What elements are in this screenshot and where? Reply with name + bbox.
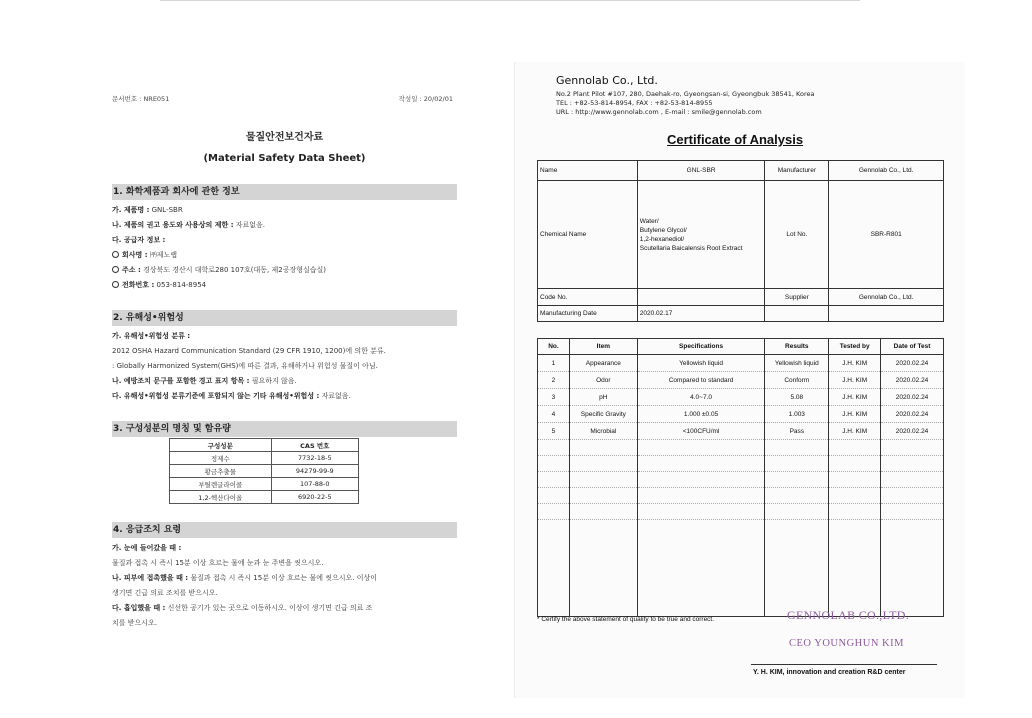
address-value: 경상북도 경산시 대학로280 107호(대동, 제2공장형실습실) (143, 266, 327, 274)
row-number: 2 (538, 372, 570, 389)
table-row (538, 406, 944, 423)
test-result: Pass (765, 423, 829, 440)
ceo-stamp: CEO YOUNGHUN KIM (789, 638, 904, 649)
name-label: Name (538, 161, 638, 181)
cas-number: 7732-18-5 (271, 452, 358, 465)
other-hazard-label: 다. 유해성•위험성 분류기준에 포함되지 않는 기타 유해성•위험성 : (112, 392, 320, 400)
product-name-value: GNL-SBR (151, 206, 183, 214)
specifications-column-header: Specifications (637, 339, 765, 355)
company-line (112, 251, 457, 259)
recommended-use-line (112, 221, 457, 229)
results-column-header: Results (765, 339, 829, 355)
test-item: pH (569, 389, 637, 406)
row-number: 4 (538, 406, 570, 423)
test-item: Microbial (569, 423, 637, 440)
section-4-heading: 4. 응급조치 요령 (112, 522, 457, 538)
company-label: 회사명 : (122, 251, 148, 259)
msds-meta (112, 90, 457, 104)
top-divider (160, 0, 860, 1)
hazard-class-line-1: 2012 OSHA Hazard Communication Standard (29 CFR 1910, 1200)에 의한 분류. (112, 347, 386, 355)
certificate-page (514, 62, 965, 698)
empty-cell (765, 306, 829, 322)
test-results-table (537, 338, 944, 617)
table-row (538, 289, 944, 306)
table-row (170, 465, 359, 478)
msds-page (112, 90, 457, 627)
recommended-use-label: 나. 제품의 권고 용도와 사용상의 제한 : (112, 221, 234, 229)
code-number-value (637, 289, 765, 306)
row-number: 1 (538, 355, 570, 372)
eye-contact-label-text: 가. 눈에 들어갔을 때 : (112, 544, 182, 552)
test-specification: <100CFU/ml (637, 423, 765, 440)
test-date: 2020.02.24 (881, 423, 944, 440)
document-number: 문서번호 : NRE051 (112, 95, 170, 103)
precaution-value: 필요하지 않음. (251, 377, 297, 385)
supplier-value: Gennolab Co., Ltd. (829, 289, 944, 306)
table-row (538, 161, 944, 181)
test-result: Yellowish liquid (765, 355, 829, 372)
empty-row (538, 456, 944, 472)
no-column-header: No. (538, 339, 570, 355)
table-row (538, 389, 944, 406)
test-result: Conform (765, 372, 829, 389)
certificate-title: Certificate of Analysis (667, 132, 804, 147)
section-3-heading: 3. 구성성분의 명칭 및 함유량 (112, 421, 457, 437)
code-number-label: Code No. (538, 289, 638, 306)
signer-name: Y. H. KIM, innovation and creation R&D center (753, 669, 906, 676)
table-row (538, 181, 944, 289)
product-name-label: 가. 제품명 : (112, 206, 150, 214)
chemical-line: Butylene Glycol/ (639, 226, 687, 234)
tester: J.H. KIM (829, 423, 881, 440)
item-column-header: Item (569, 339, 637, 355)
inhalation-label: 다. 흡입했을 때 : (112, 604, 166, 612)
supplier-info-line (112, 236, 457, 244)
chemical-line: Scutellaria Baicalensis Root Extract (639, 244, 743, 252)
table-row (538, 423, 944, 440)
chemical-name-label: Chemical Name (538, 181, 638, 289)
hazard-class-label-text: 가. 유해성•위험성 분류 : (112, 332, 191, 340)
component-name: 황금추출물 (170, 465, 272, 478)
bullet-circle-icon (112, 281, 119, 288)
supplier-label: Supplier (765, 289, 829, 306)
test-item: Appearance (569, 355, 637, 372)
recommended-use-value: 자료없음. (235, 221, 266, 229)
test-specification: 4.0~7.0 (637, 389, 765, 406)
signature-line (751, 664, 937, 665)
tester: J.H. KIM (829, 406, 881, 423)
cas-number: 107-88-0 (271, 478, 358, 491)
document-date: 작성일 : 20/02/01 (398, 95, 453, 103)
product-info-table (537, 160, 944, 322)
precaution-label: 나. 예방조치 문구를 포함한 경고 표지 항목 : (112, 377, 250, 385)
empty-row (538, 520, 944, 617)
supplier-info-label: 다. 공급자 정보 : (112, 236, 166, 244)
hazard-class-label (112, 332, 457, 340)
component-name: 부틸렌글라이콜 (170, 478, 272, 491)
empty-row (538, 504, 944, 520)
precaution-line (112, 377, 457, 385)
row-number: 5 (538, 423, 570, 440)
inhalation-line (112, 604, 457, 612)
product-name-line (112, 206, 457, 214)
address-label: 주소 : (122, 266, 141, 274)
section-2-heading: 2. 유해성•위험성 (112, 310, 457, 326)
table-row (538, 372, 944, 389)
bullet-circle-icon (112, 251, 119, 258)
section-1-heading: 1. 화학제품과 회사에 관한 정보 (112, 184, 457, 200)
manufacturing-date-label: Manufacturing Date (538, 306, 638, 322)
lot-number-label: Lot No. (765, 181, 829, 289)
tester: J.H. KIM (829, 355, 881, 372)
msds-title-english: (Material Safety Data Sheet) (203, 153, 366, 164)
test-specification: Compared to standard (637, 372, 765, 389)
results-header-row (538, 339, 944, 355)
inhalation-line-2: 치를 받으시오. (112, 619, 158, 627)
cas-column-header: CAS 번호 (271, 439, 358, 452)
date-of-test-column-header: Date of Test (881, 339, 944, 355)
chemical-line: 1,2-hexanediol/ (639, 235, 685, 243)
msds-title-korean: 물질안전보건자료 (245, 132, 324, 143)
empty-row (538, 472, 944, 488)
table-row (538, 355, 944, 372)
other-hazard-value: 자료없음. (321, 392, 351, 400)
component-name: 1,2-헥산다이올 (170, 491, 272, 504)
test-item: Odor (569, 372, 637, 389)
test-specification: Yellowish liquid (637, 355, 765, 372)
certify-note: * Certify the above statement of quality to be true and correct. (537, 616, 715, 623)
name-value: GNL-SBR (637, 161, 765, 181)
company-url-email: URL : http://www.gennolab.com , E-mail : smile@gennolab.com (556, 108, 762, 116)
cas-number: 6920-22-5 (271, 491, 358, 504)
skin-contact-line (112, 574, 457, 582)
table-row (538, 306, 944, 322)
lot-number-value: SBR-R801 (829, 181, 944, 289)
company-stamp: GENNOLAB CO.,LTD. (787, 608, 909, 622)
test-date: 2020.02.24 (881, 355, 944, 372)
test-item: Specific Gravity (569, 406, 637, 423)
composition-table (169, 438, 359, 504)
cas-number: 94279-99-9 (271, 465, 358, 478)
skin-contact-line-2: 생기면 긴급 의료 조치를 받으시오. (112, 589, 218, 597)
test-specification: 1.000 ±0.05 (637, 406, 765, 423)
table-row (170, 491, 359, 504)
address-line (112, 266, 457, 274)
other-hazard-line (112, 392, 457, 400)
tester: J.H. KIM (829, 372, 881, 389)
test-date: 2020.02.24 (881, 389, 944, 406)
tester: J.H. KIM (829, 389, 881, 406)
row-number: 3 (538, 389, 570, 406)
table-row (170, 478, 359, 491)
table-row (170, 452, 359, 465)
manufacturing-date-value: 2020.02.17 (637, 306, 765, 322)
manufacturer-value: Gennolab Co., Ltd. (829, 161, 944, 181)
phone-line (112, 281, 457, 289)
empty-row (538, 440, 944, 456)
component-name: 정제수 (170, 452, 272, 465)
chemical-name-value (637, 181, 765, 289)
inhalation-value: 신선한 공기가 있는 곳으로 이동하시오. 이상이 생기면 긴급 의료 조 (167, 604, 373, 612)
test-result: 5.08 (765, 389, 829, 406)
tested-by-column-header: Tested by (829, 339, 881, 355)
skin-contact-label: 나. 피부에 접촉했을 때 : (112, 574, 189, 582)
skin-contact-value: 물질과 접촉 시 즉시 15분 이상 흐르는 물에 씻으시오. 이상이 (190, 574, 377, 582)
component-column-header: 구성성분 (170, 439, 272, 452)
chemical-line: Water/ (639, 217, 659, 225)
company-value: ㈜제노랩 (149, 251, 178, 259)
company-phone-fax: TEL : +82-53-814-8954, FAX : +82-53-814-8955 (556, 99, 713, 107)
phone-label: 전화번호 : (122, 281, 155, 289)
test-date: 2020.02.24 (881, 372, 944, 389)
empty-row (538, 488, 944, 504)
empty-cell (829, 306, 944, 322)
hazard-class-line-2: : Globally Harmonized System(GHS)에 따른 결과, 유해하거나 위험성 물질이 아님. (112, 362, 378, 370)
manufacturer-label: Manufacturer (765, 161, 829, 181)
phone-value: 053-814-8954 (156, 281, 207, 289)
bullet-circle-icon (112, 266, 119, 273)
test-result: 1.003 (765, 406, 829, 423)
test-date: 2020.02.24 (881, 406, 944, 423)
eye-contact-line: 물질과 접촉 시 즉시 15분 이상 흐르는 물에 눈과 눈 주변을 씻으시오. (112, 559, 324, 567)
company-address: No.2 Plant Pilot #107, 280, Daehak-ro, Gyeongsan-si, Gyeongbuk 38541, Korea (556, 90, 815, 98)
composition-header-row (170, 439, 359, 452)
company-name: Gennolab Co., Ltd. (556, 74, 658, 87)
eye-contact-label (112, 544, 457, 552)
